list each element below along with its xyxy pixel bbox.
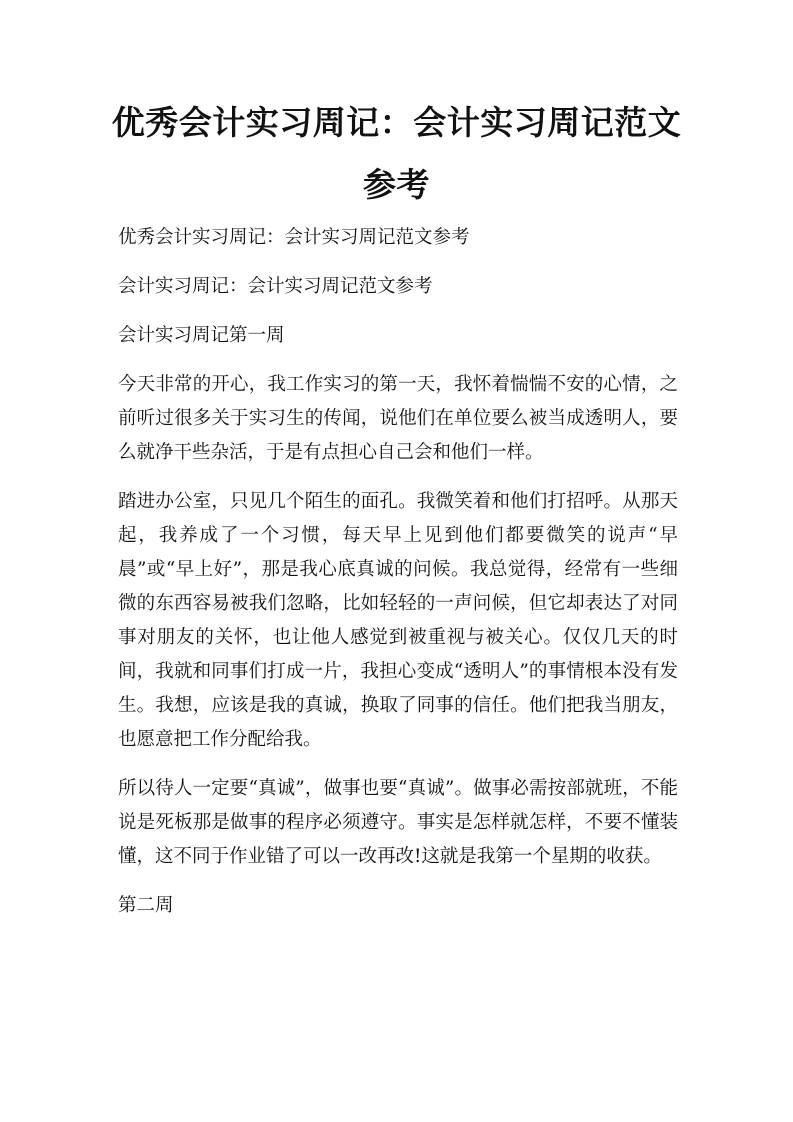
paragraph-sincerity: 所以待人一定要“真诚”，做事也要“真诚”。做事必需按部就班，不能说是死板那是做事的程序必须遵守。事实是怎样就怎样，不要不懂装懂，这不同于作业错了可以一改再改!这就是我第一个星期的收获。 [118, 778, 678, 867]
paragraph-office: 踏进办公室，只见几个陌生的面孔。我微笑着和他们打招呼。从那天起，我养成了一个习惯，每天早上见到他们都要微笑的说声“早晨”或“早上好”，那是我心底真诚的问候。我总觉得，经常有一些细微的东西容易被我们忽略，比如轻轻的一声问候，但它却表达了对同事对朋友的关怀，也让他人感觉到被重视与被关心。仅仅几天的时间，我就和同事们打成一片，我担心变成“透明人”的事情根本没有发生。我想，应该是我的真诚，换取了同事的信任。他们把我当朋友，也愿意把工作分配给我。 [118, 491, 678, 750]
paragraph-first-day: 今天非常的开心，我工作实习的第一天，我怀着惴惴不安的心情，之前听过很多关于实习生的传闻，说他们在单位要么被当成透明人，要么就净干些杂活，于是有点担心自己会和他们一样。 [118, 374, 678, 463]
document-body [118, 221, 678, 938]
document-title: 优秀会计实习周记：会计实习周记范文参考 [111, 103, 682, 204]
paragraph-week-two-heading: 第二周 [118, 895, 174, 916]
paragraph-week-one-heading: 会计实习周记第一周 [118, 325, 285, 346]
paragraph-heading-sub: 会计实习周记：会计实习周记范文参考 [118, 276, 433, 297]
paragraph-heading-main: 优秀会计实习周记：会计实习周记范文参考 [118, 227, 470, 248]
